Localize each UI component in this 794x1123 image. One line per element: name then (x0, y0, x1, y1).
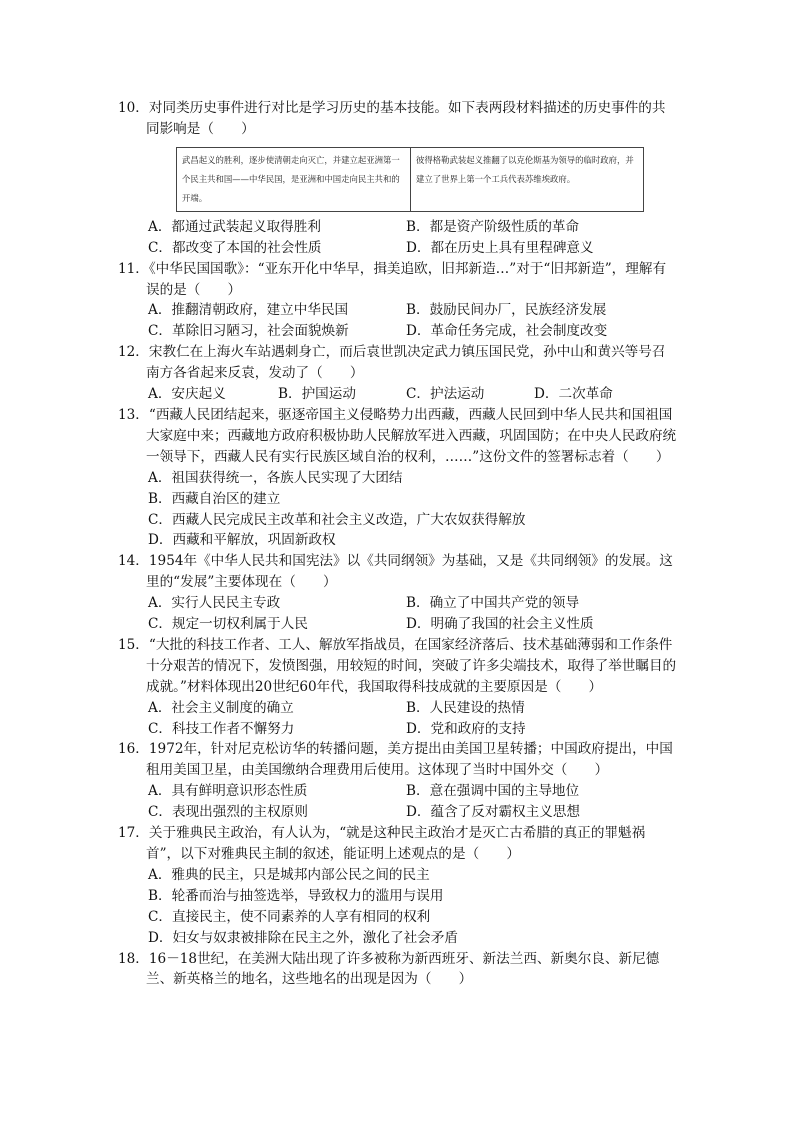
question-stem: 17．关于雅典民主政治，有人认为，“就是这种民主政治才是灭亡古希腊的真正的罪魁祸首”，以下对雅典民主制的叙述，能证明上述观点的是（ ） (118, 825, 646, 862)
question-13 (118, 405, 678, 551)
option-d: D．明确了我国的社会主义性质 (406, 616, 594, 633)
option-b: B．鼓励民间办厂，民族经济发展 (406, 302, 607, 319)
option-a: A．祖国获得统一，各族人民实现了大团结 (148, 469, 403, 486)
option-b: B．护国运动 (278, 386, 356, 403)
question-stem: 15．“大批的科技工作者、工人、解放军指战员，在国家经济落后、技术基础薄弱和工作条件十分艰苦的情况下，发愤图强，用较短的时间，突破了许多尖端技术，取得了举世瞩目的成就。”材料体现出20世纪60年代，我国取得科技成就的主要原因是（ ） (118, 636, 677, 695)
option-c: C．科技工作者不懈努力 (148, 720, 295, 737)
question-stem: 13．“西藏人民团结起来，驱逐帝国主义侵略势力出西藏，西藏人民回到中华人民共和国祖国大家庭中来；西藏地方政府积极协助人民解放军进入西藏，巩固国防；在中央人民政府统一领导下，西藏人民有实行民族区域自治的权利，……”这份文件的签署标志着（ ） (118, 406, 677, 465)
question-16 (118, 739, 678, 823)
material-right: 彼得格勒武装起义推翻了以克伦斯基为领导的临时政府，并建立了世界上第一个工兵代表苏维埃政府。 (416, 154, 634, 184)
option-d: D．革命任务完成，社会制度改变 (406, 323, 608, 340)
option-c: C．护法运动 (406, 386, 485, 403)
option-c: C．规定一切权利属于人民 (148, 616, 308, 633)
exam-page (118, 98, 678, 990)
option-c: C．表现出强烈的主权原则 (148, 804, 308, 821)
question-17 (118, 823, 678, 948)
question-stem: 18．16－18世纪，在美洲大陆出现了许多被称为新西班牙、新法兰西、新奥尔良、新尼德兰、新英格兰的地名，这些地名的出现是因为（ ） (118, 950, 660, 988)
question-10 (118, 98, 678, 259)
option-d: D．二次革命 (534, 386, 613, 403)
option-b: B．轮番而治与抽签选举，导致权力的滥用与误用 (148, 887, 444, 904)
option-a: A．实行人民民主专政 (148, 595, 281, 612)
option-d: D．都在历史上具有里程碑意义 (406, 239, 594, 256)
question-18 (118, 949, 678, 991)
question-stem: 16．1972年，针对尼克松访华的转播问题，美方提出由美国卫星转播；中国政府提出，中国租用美国卫星，由美国缴纳合理费用后使用。这体现了当时中国外交（ ） (118, 741, 673, 779)
question-stem: 14．1954年《中华人民共和国宪法》以《共同纲领》为基础，又是《共同纲领》的发展。这里的“发展”主要体现在（ ） (118, 553, 673, 591)
option-a: A．社会主义制度的确立 (148, 699, 294, 716)
option-d: D．妇女与奴隶被排除在民主之外，激化了社会矛盾 (148, 929, 458, 946)
question-14 (118, 551, 678, 635)
option-a: A．安庆起义 (148, 386, 226, 403)
option-c: C．革除旧习陋习，社会面貌焕新 (148, 323, 349, 340)
question-stem: 10．对同类历史事件进行对比是学习历史的基本技能。如下表两段材料描述的历史事件的共同影响是（ ） (118, 100, 666, 137)
option-b: B．人民建设的热情 (406, 699, 525, 716)
material-left: 武昌起义的胜利，逐步使清朝走向灭亡，并建立起亚洲第一个民主共和国——中华民国，是亚洲和中国走向民主共和的开端。 (177, 148, 411, 211)
option-b: B．西藏自治区的建立 (148, 490, 281, 507)
option-d: D．蕴含了反对霸权主义思想 (406, 804, 581, 821)
question-15 (118, 635, 678, 740)
question-stem: 11．《中华民国国歌》：“亚东开化中华早，揖美追欧，旧邦新造…”对于“旧邦新造”，理解有误的是（ ） (118, 260, 667, 298)
option-b: B．意在强调中国的主导地位 (406, 783, 580, 800)
question-12 (118, 342, 678, 405)
option-a: A．都通过武装起义取得胜利 (148, 218, 321, 235)
question-11 (118, 259, 678, 343)
material-table (176, 147, 644, 212)
option-c: C．直接民主，使不同素养的人享有相同的权利 (148, 908, 431, 925)
option-b: B．都是资产阶级性质的革命 (406, 218, 580, 235)
option-a: A．推翻清朝政府，建立中华民国 (148, 302, 349, 319)
option-b: B．确立了中国共产党的领导 (406, 595, 580, 612)
option-a: A．雅典的民主，只是城邦内部公民之间的民主 (148, 866, 430, 883)
question-stem: 12．宋教仁在上海火车站遇刺身亡，而后袁世凯决定武力镇压国民党，孙中山和黄兴等号召南方各省起来反袁，发动了（ ） (118, 344, 666, 382)
option-c: C．都改变了本国的社会性质 (148, 239, 322, 256)
option-a: A．具有鲜明意识形态性质 (148, 783, 308, 800)
option-d: D．党和政府的支持 (406, 720, 526, 737)
option-d: D．西藏和平解放，巩固新政权 (148, 532, 336, 549)
option-c: C．西藏人民完成民主改革和社会主义改造，广大农奴获得解放 (148, 511, 526, 528)
